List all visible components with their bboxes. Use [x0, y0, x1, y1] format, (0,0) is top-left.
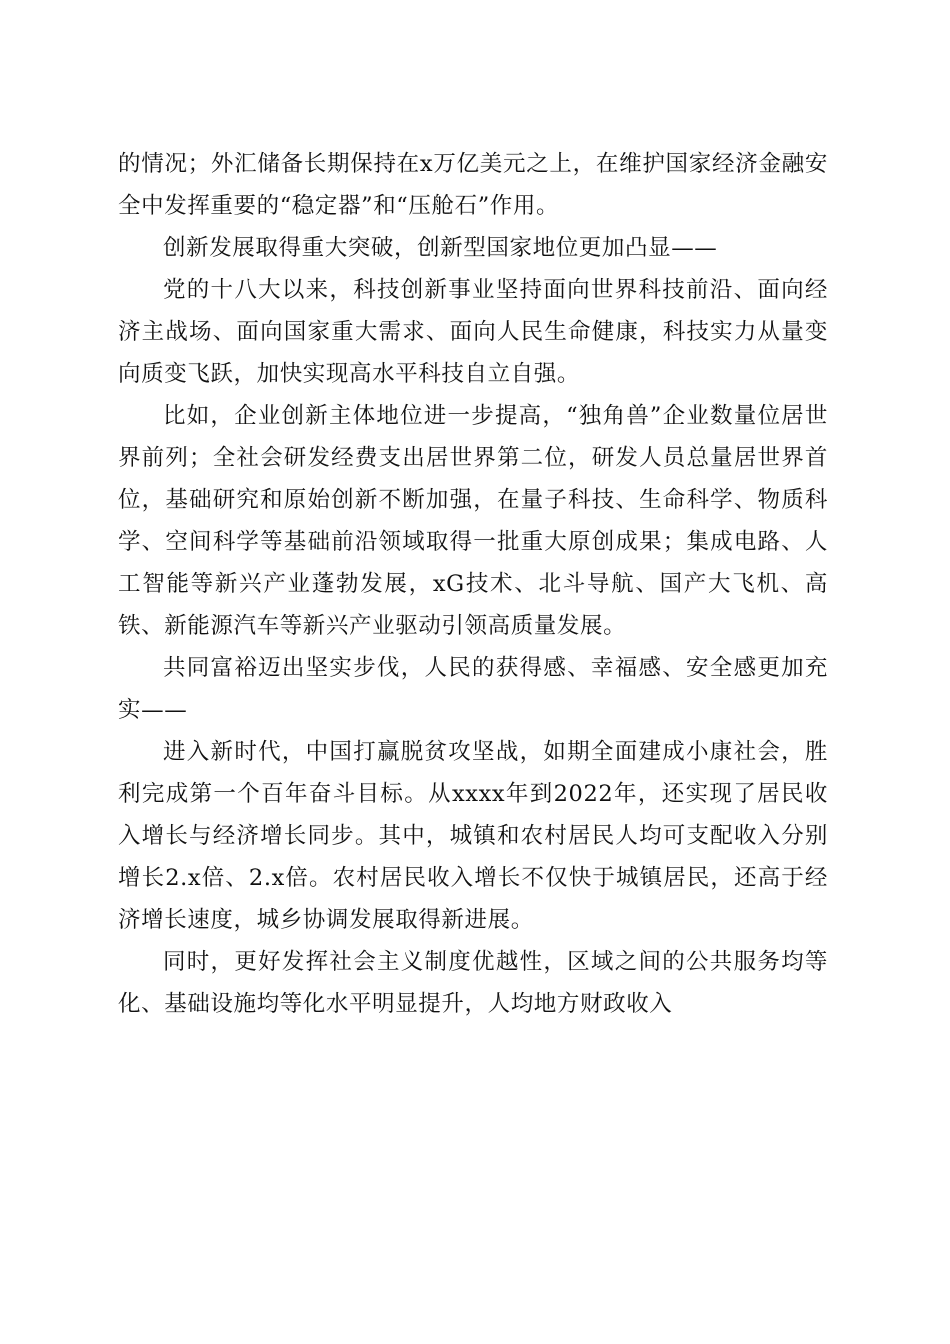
paragraph-continuation: 的情况；外汇储备长期保持在x万亿美元之上，在维护国家经济金融安全中发挥重要的“稳定器”和“压舱石”作用。 [118, 151, 828, 219]
paragraph-tech-innovation: 党的十八大以来，科技创新事业坚持面向世界科技前沿、面向经济主战场、面向国家重大需求、面向人民生命健康，科技实力从量变向质变飞跃，加快实现高水平科技自立自强。 [118, 277, 828, 387]
document-body [118, 143, 828, 1025]
paragraph-public-services: 同时，更好发挥社会主义制度优越性，区域之间的公共服务均等化、基础设施均等化水平明显提升，人均地方财政收入 [118, 949, 828, 1017]
paragraph-new-era: 进入新时代，中国打赢脱贫攻坚战，如期全面建成小康社会，胜利完成第一个百年奋斗目标。从xxxx年到2022年，还实现了居民收入增长与经济增长同步。其中，城镇和农村居民人均可支配收入分别增长2.x倍、2.x倍。农村居民收入增长不仅快于城镇居民，还高于经济增长速度，城乡协调发展取得新进展。 [118, 739, 828, 933]
section-heading-innovation: 创新发展取得重大突破，创新型国家地位更加凸显—— [163, 235, 718, 261]
section-heading-common-prosperity: 共同富裕迈出坚实步伐，人民的获得感、幸福感、安全感更加充实—— [118, 655, 828, 723]
paragraph-examples: 比如，企业创新主体地位进一步提高，“独角兽”企业数量位居世界前列；全社会研发经费支出居世界第二位，研发人员总量居世界首位，基础研究和原始创新不断加强，在量子科技、生命科学、物质科学、空间科学等基础前沿领域取得一批重大原创成果；集成电路、人工智能等新兴产业蓬勃发展，xG技术、北斗导航、国产大飞机、高铁、新能源汽车等新兴产业驱动引领高质量发展。 [118, 403, 828, 639]
